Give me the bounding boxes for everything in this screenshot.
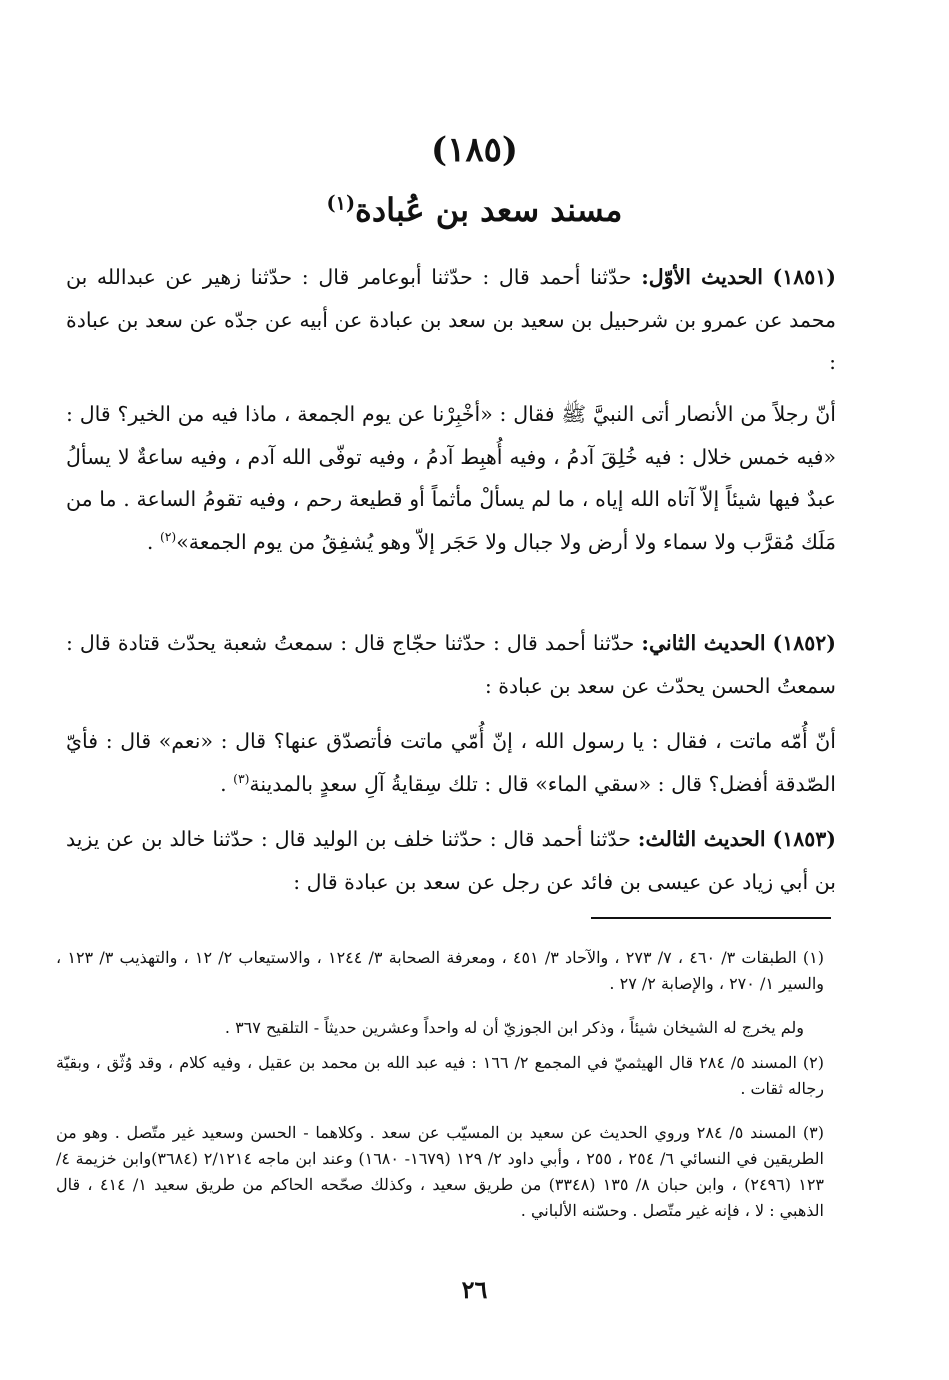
footnote-text: (١) الطبقات ٣/ ٤٦٠ ، ٧/ ٢٧٣ ، والآحاد ٣/ ٤٥١ ، ومعرفة الصحابة ٣/ ١٢٤٤ ، والاستيعاب ٢/ ١٢ ، والتهذيب ٣/ ١٢٣ ، والسير ١/ ٢٧٠ ، والإصابة ٢/ ٢٧ . xyxy=(56,948,825,993)
hadith-number: (١٨٥٣) xyxy=(772,827,836,851)
hadith-isnad xyxy=(66,256,836,384)
footnote-text: (٣) المسند ٥/ ٢٨٤ وروي الحديث عن سعيد بن المسيّب عن سعد . وكلاهما - الحسن وسعيد غير متّصل . وهو من الطريقين في النسائي ٦/ ٢٥٤ ، ٢٥٥ ، وأبي داود ٢/ ١٢٩ (١٦٧٩- ١٦٨٠) وعند ابن ماجه ٢/١٢١٤ (٣٦٨٤)وابن خزيمة ٤/ ١٢٣ (٢٤٩٦) ، وابن حبان ٨/ ١٣٥ (٣٣٤٨) من طريق سعيد ، وكذلك صحّحه الحاكم من طريق سعيد ١/ ٤١٤ ، قال الذهبي : لا ، فإنه غير متّصل . وحسّنه الألباني . xyxy=(56,1123,825,1220)
hadith-isnad xyxy=(66,622,836,707)
footnote-ref: (٣) xyxy=(233,771,250,786)
footnote-2 xyxy=(56,1050,824,1102)
footnote-1-continued xyxy=(56,1015,824,1041)
footnote-ref: (٢) xyxy=(159,529,177,544)
footnote-1 xyxy=(56,945,824,997)
matn-end: . xyxy=(146,529,160,554)
chapter-number: (١٨٥) xyxy=(431,130,518,170)
isnad-text: حدّثنا أحمد قال : حدّثنا أبوعامر قال : حدّثنا زهير عن عبدالله بن محمد عن عمرو بن شرحبيل بن سعيد بن سعد بن عبادة عن أبيه عن جدّه عن سعد بن عبادة : xyxy=(66,265,836,374)
hadith-label: الحديث الثاني: xyxy=(641,631,766,655)
isnad-text: حدّثنا أحمد قال : حدّثنا حجّاج قال : سمعتُ شعبة يحدّث قتادة قال : سمعتُ الحسن يحدّث عن سعد بن عبادة : xyxy=(66,631,836,698)
footnote-ref: (١) xyxy=(326,191,356,215)
hadith-isnad xyxy=(66,818,836,903)
chapter-title xyxy=(0,188,949,232)
hadith-1851 xyxy=(66,256,836,384)
hadith-1851-matn xyxy=(66,393,836,563)
footnote-text: ولم يخرج له الشيخان شيئاً ، وذكر ابن الجوزيّ أن له واحداً وعشرين حديثاً - التلقيح ٣٦٧ . xyxy=(224,1018,804,1037)
hadith-1852 xyxy=(66,622,836,707)
hadith-number: (١٨٥١) xyxy=(772,265,836,289)
hadith-number: (١٨٥٢) xyxy=(772,631,836,655)
footnote-separator xyxy=(591,917,831,919)
hadith-matn xyxy=(66,393,836,563)
hadith-matn xyxy=(66,720,836,805)
matn-end: . xyxy=(220,771,234,796)
matn-text: أنّ رجلاً من الأنصار أتى النبيَّ ﷺ فقال : «أخْبِرْنا عن يوم الجمعة ، ماذا فيه من الخير؟ قال : «فيه خمس خلال : فيه خُلِقَ آدمُ ، وفيه أُهبِط آدمُ ، وفيه توفّى الله آدم ، وفيه ساعةٌ لا يسألُ عبدٌ فيها شيئاً إلاّ آتاه الله إياه ، ما لم يسألْ مأثماً أو قطيعة رحم ، وفيه تقومُ الساعة . ما من مَلَك مُقرَّب ولا سماء ولا أرض ولا جبال ولا حَجَر إلاّ وهو يُشفِقُ من يوم الجمعة» xyxy=(66,402,836,554)
hadith-1852-matn xyxy=(66,720,836,805)
chapter-title-text: مسند سعد بن عُبادة xyxy=(355,191,623,229)
hadith-label: الحديث الأوّل: xyxy=(641,265,763,289)
matn-text: أنّ أُمّه ماتت ، فقال : يا رسول الله ، إنّ أُمّي ماتت فأتصدّق عنها؟ قال : «نعم» قال : فأيّ الصّدقة أفضل؟ قال : «سقي الماء» قال : تلك سِقايةُ آلِ سعدٍ بالمدينة xyxy=(66,729,836,796)
hadith-label: الحديث الثالث: xyxy=(637,827,766,851)
page-number: ٢٦ xyxy=(461,1275,488,1304)
isnad-text: حدّثنا أحمد قال : حدّثنا خلف بن الوليد قال : حدّثنا خالد بن عن يزيد بن أبي زياد عن عيسى بن فائد عن رجل عن سعد بن عبادة قال : xyxy=(66,827,836,894)
hadith-1853 xyxy=(66,818,836,903)
footnote-3 xyxy=(56,1120,824,1224)
footnote-text: (٢) المسند ٥/ ٢٨٤ قال الهيثميّ في المجمع ٢/ ١٦٦ : فيه عبد الله بن محمد بن عقيل ، وفيه كلام ، وقد وُثّق ، وبقيّة رجاله ثقات . xyxy=(56,1053,824,1098)
